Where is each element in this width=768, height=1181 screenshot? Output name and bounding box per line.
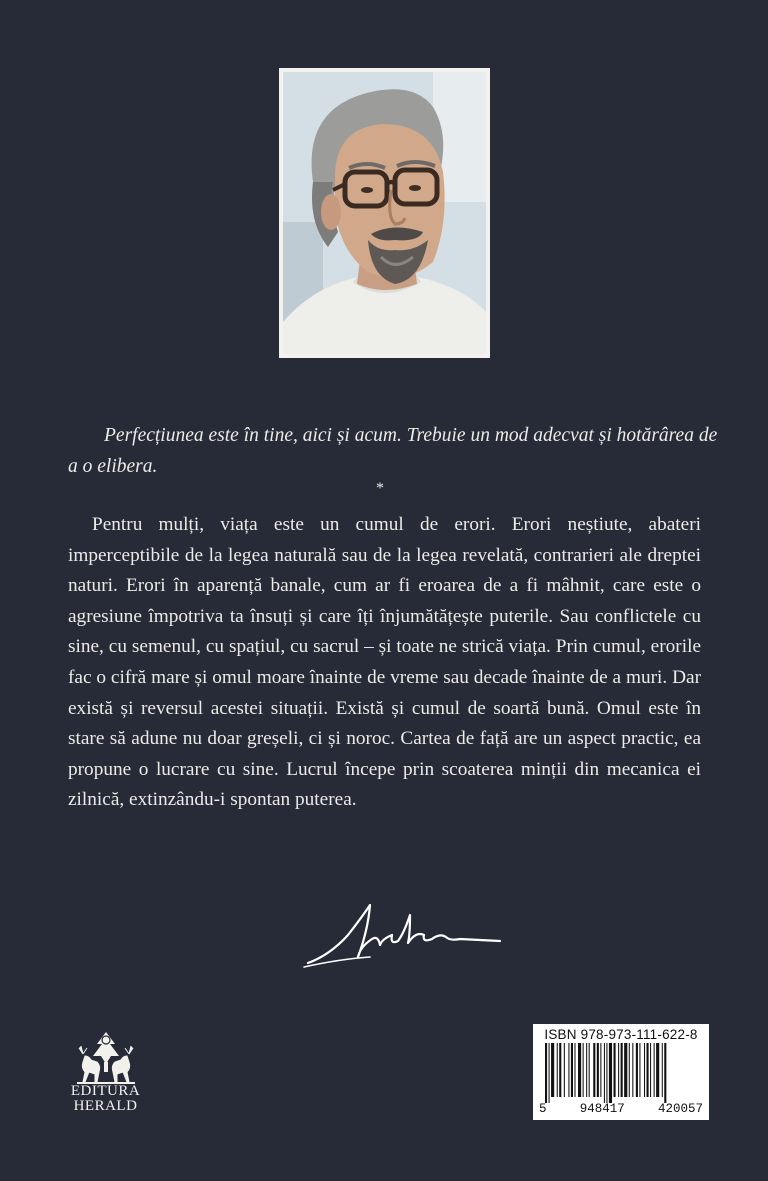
barcode-bar: [551, 1043, 554, 1097]
barcode-bar: [654, 1043, 655, 1097]
barcode-bar: [586, 1043, 587, 1097]
barcode-bar: [578, 1043, 581, 1097]
barcode-bar: [650, 1043, 651, 1097]
barcode-bar: [618, 1043, 619, 1097]
deer-emblem-icon: [71, 1028, 141, 1084]
isbn-barcode: [533, 1024, 709, 1120]
barcode-bar: [597, 1043, 599, 1097]
barcode-bar: [559, 1043, 561, 1097]
barcode-bar: [664, 1043, 666, 1103]
barcode-bar: [549, 1043, 550, 1103]
barcode-bar: [609, 1043, 612, 1103]
barcode-bar: [632, 1043, 633, 1097]
barcode-bar: [568, 1043, 569, 1097]
barcode-bar: [662, 1043, 663, 1097]
barcode-bar: [606, 1043, 607, 1103]
barcode-bar: [656, 1043, 659, 1097]
barcode-bar: [614, 1043, 616, 1097]
author-signature: [300, 895, 510, 970]
barcode-bar: [624, 1043, 627, 1097]
author-photo-frame: [279, 68, 490, 358]
isbn-label: ISBN 978-973-111-622-8: [544, 1027, 698, 1042]
barcode-bar: [571, 1043, 573, 1097]
barcode-bar: [545, 1043, 547, 1103]
barcode-bar: [583, 1043, 584, 1097]
barcode-bars: [539, 1043, 703, 1103]
author-portrait-illustration: [283, 72, 486, 354]
publisher-name-line1: EDITURA: [70, 1083, 141, 1099]
signature-icon: [300, 895, 510, 970]
barcode-bar: [636, 1043, 638, 1097]
barcode-bar: [600, 1043, 601, 1097]
barcode-bar: [557, 1043, 558, 1097]
barcode-bar: [621, 1043, 623, 1097]
barcode-digits: [539, 1103, 703, 1116]
barcode-digits-left: 948417: [579, 1102, 625, 1116]
barcode-bar: [574, 1043, 575, 1097]
barcode-bar: [589, 1043, 590, 1097]
barcode-bar: [644, 1043, 645, 1097]
barcode-bar: [647, 1043, 649, 1097]
barcode-bar: [604, 1043, 605, 1103]
publisher-name-line2: HERALD: [73, 1098, 138, 1114]
back-cover-description: Pentru mulți, viața este un cumul de erori. Erori neștiute, abateri imperceptibile de la legea naturală sau de la legea revelată, contrarieri ale dreptei naturi. Erori în aparență banale, cum ar fi eroarea de a fi mâhnit, care este o agresiune împotriva ta însuți și care îți înjumătățește puterile. Sau conflictele cu sine, cu semenul, cu spațiul, cu sacrul – și toate ne strică viața. Prin cumul, erorile fac o cifră mare și omul moare înainte de vreme sau decade înainte de a muri. Dar există și reversul acestei situații. Există și cumul de soartă bună. Omul este în stare să adune nu doar greșeli, ci și noroc. Cartea de față are un aspect practic, ea propune o lucrare cu sine. Lucrul începe prin scoaterea minții din mecanica ei zilnică, extinzându-i spontan puterea.: [68, 514, 701, 811]
barcode-bar: [629, 1043, 630, 1097]
barcode-bar: [639, 1043, 640, 1097]
author-photo: [283, 72, 486, 354]
barcode-digit-first: 5: [539, 1102, 547, 1116]
barcode-bar: [593, 1043, 595, 1097]
epigraph-quote: Perfecțiunea este în tine, aici și acum. Trebuie un mod adecvat și hotărârea de a o elibera.: [68, 425, 718, 477]
publisher-logo: [58, 1028, 153, 1128]
section-separator: *: [376, 480, 384, 497]
barcode-bar: [564, 1043, 565, 1097]
barcode-digits-right: 420057: [657, 1102, 703, 1116]
